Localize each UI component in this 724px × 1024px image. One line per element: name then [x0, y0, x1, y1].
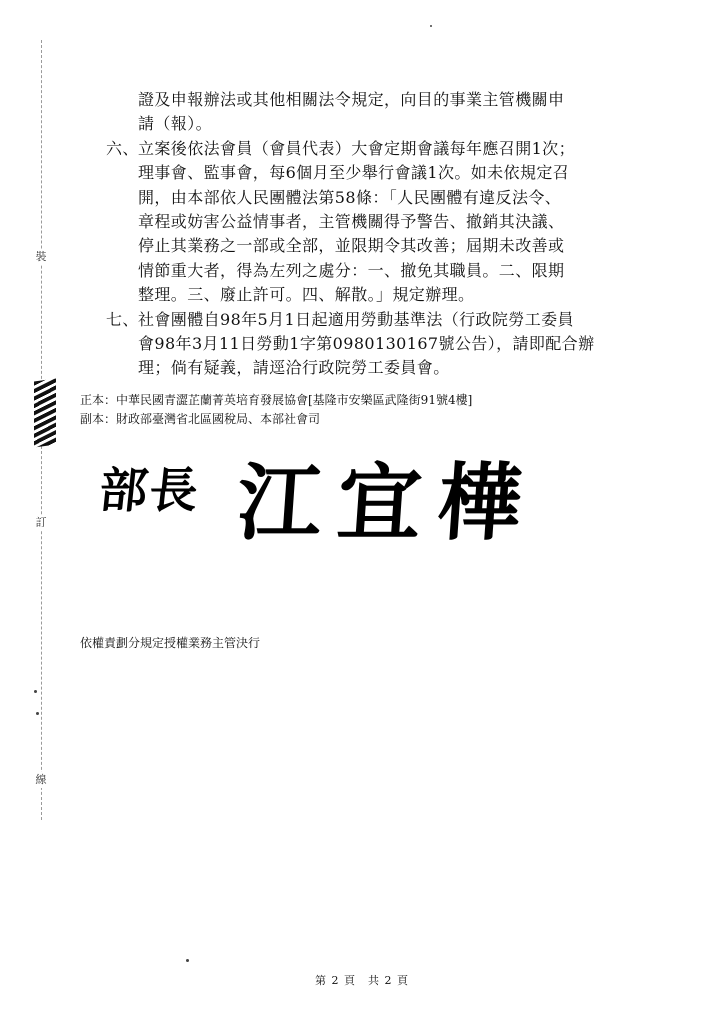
main-recipient: 正本：中華民國青澀芷蘭菁英培育發展協會[基隆市安樂區武隆街91號4樓]: [80, 393, 473, 407]
recipients-block: [80, 391, 680, 429]
item-line: 情節重大者，得為左列之處分：一、撤免其職員。二、限期: [138, 260, 565, 280]
binding-char-zhuang: 裝: [33, 249, 49, 265]
item-line: 停止其業務之一部或全部，並限期令其改善；屆期未改善或: [138, 236, 565, 256]
item-line: 理；倘有疑義，請逕洽行政院勞工委員會。: [138, 358, 450, 378]
continuation-line: 請（報）。: [138, 114, 213, 134]
copy-recipient: 副本：財政部臺灣省北區國稅局、本部社會司: [80, 412, 321, 426]
signature-name: 江宜樺: [234, 453, 542, 552]
list-item-six: [92, 137, 682, 308]
document-body: [92, 88, 682, 381]
item-number: 六、: [106, 138, 139, 158]
scan-speck: [34, 690, 37, 693]
item-line: 會98年3月11日勞動1字第0980130167號公告），請即配合辦: [138, 334, 595, 354]
page-number: 第 2 頁 共 2 頁: [315, 974, 409, 987]
scan-artifact-mark: [34, 378, 56, 447]
item-line: 章程或妨害公益情事者，主管機關得予警告、撤銷其決議、: [138, 212, 565, 232]
continuation-line: 證及申報辦法或其他相關法令規定，向目的事業主管機關申: [138, 90, 565, 109]
binding-char-xian: 線: [33, 772, 49, 788]
item-number: 七、: [106, 309, 139, 329]
signature-title: 部長: [96, 463, 203, 519]
scan-speck: [36, 712, 39, 715]
list-item-seven: [92, 308, 682, 381]
item-line: 立案後依法會員（會員代表）大會定期會議每年應召開1次；: [138, 138, 575, 158]
delegation-note: 依權責劃分規定授權業務主管決行: [80, 636, 261, 650]
scan-speck: [186, 959, 189, 962]
item-line: 理事會、監事會，每6個月至少舉行會議1次。如未依規定召: [138, 163, 570, 183]
item-line: 社會團體自98年5月1日起適用勞動基準法（行政院勞工委員: [138, 309, 574, 329]
binding-char-ding: 訂: [33, 515, 49, 531]
item-line: 開，由本部依人民團體法第58條：「人民團體有違反法令、: [138, 187, 562, 207]
item-line: 整理。三、廢止許可。四、解散。」規定辦理。: [138, 285, 475, 305]
scan-speck: [430, 25, 432, 27]
